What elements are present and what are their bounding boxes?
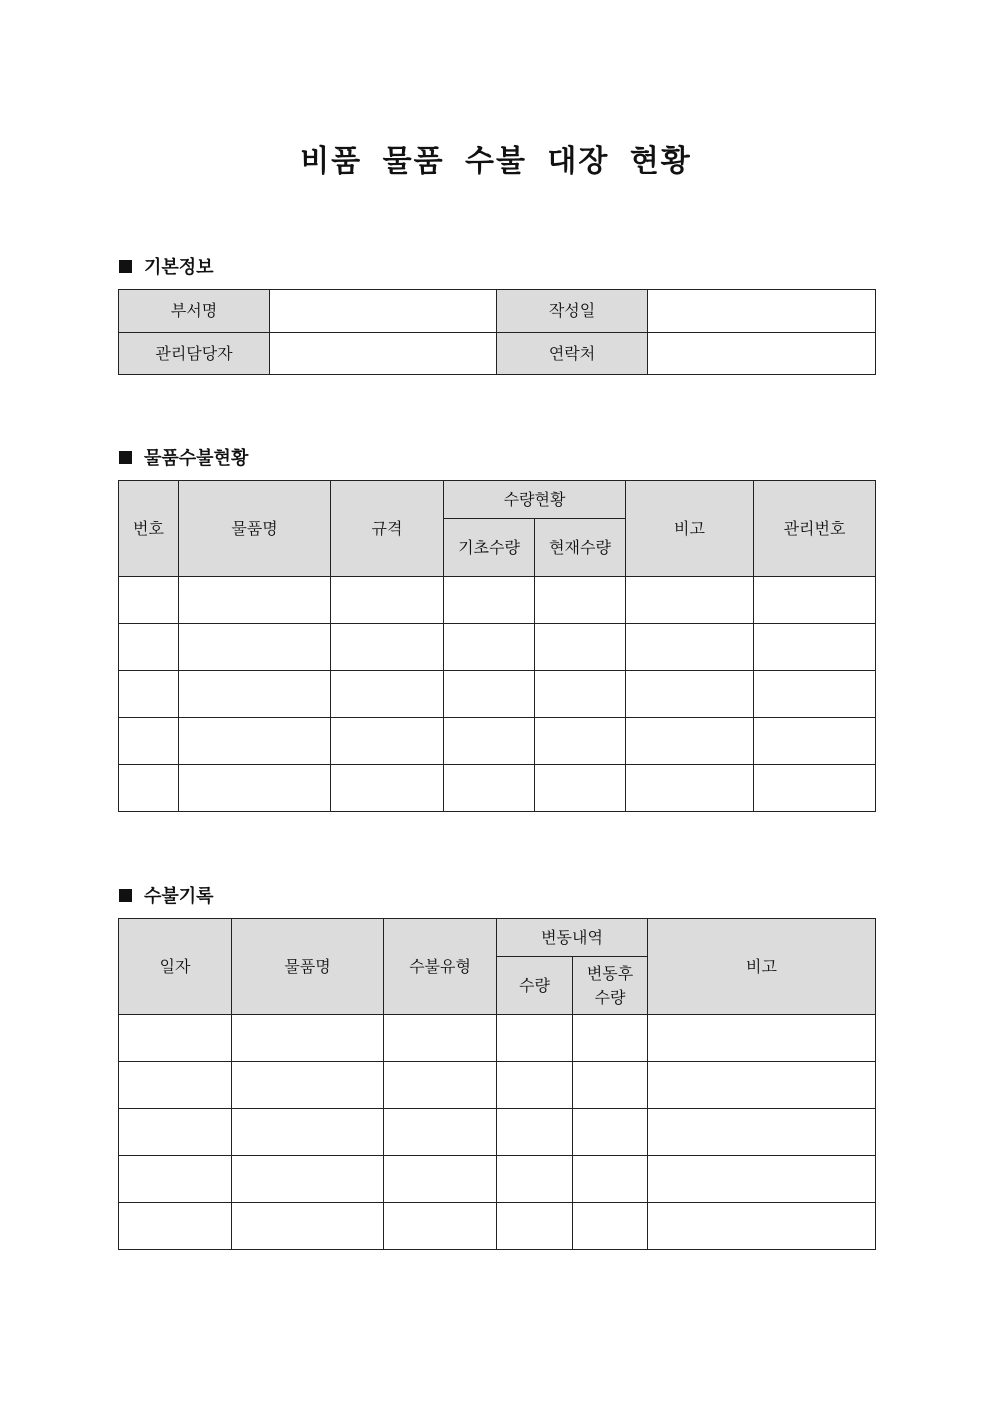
- records-table-row: [119, 1156, 876, 1203]
- records-table: [118, 918, 876, 1250]
- status-table-cell[interactable]: [626, 577, 754, 624]
- status-table-cell[interactable]: [535, 718, 626, 765]
- records-table-cell[interactable]: [648, 1015, 876, 1062]
- header-note: 비고: [626, 481, 754, 577]
- square-bullet-icon: [119, 260, 132, 273]
- records-table-cell[interactable]: [497, 1062, 573, 1109]
- records-table-cell[interactable]: [497, 1109, 573, 1156]
- records-table-cell[interactable]: [119, 1015, 232, 1062]
- status-table-cell[interactable]: [331, 671, 444, 718]
- records-table-cell[interactable]: [573, 1156, 648, 1203]
- status-table-row: [119, 765, 876, 812]
- status-table-cell[interactable]: [754, 765, 876, 812]
- records-table-row: [119, 1015, 876, 1062]
- records-table-cell[interactable]: [119, 1062, 232, 1109]
- header-base-qty: 기초수량: [444, 519, 535, 577]
- status-table-cell[interactable]: [754, 577, 876, 624]
- section-heading-records-label: 수불기록: [144, 886, 214, 907]
- status-table-cell[interactable]: [179, 718, 331, 765]
- header-no: 번호: [119, 481, 179, 577]
- status-table-cell[interactable]: [331, 765, 444, 812]
- status-table-row: [119, 624, 876, 671]
- section-heading-records: [119, 882, 214, 908]
- status-table-row: [119, 577, 876, 624]
- records-table-cell[interactable]: [232, 1015, 384, 1062]
- records-table-row: [119, 1062, 876, 1109]
- square-bullet-icon: [119, 451, 132, 464]
- header-item-name: 물품명: [232, 919, 384, 1015]
- records-table-cell[interactable]: [573, 1062, 648, 1109]
- records-table-cell[interactable]: [573, 1203, 648, 1250]
- header-after-qty: 변동후 수량: [573, 957, 648, 1015]
- status-table-cell[interactable]: [626, 671, 754, 718]
- status-table-cell[interactable]: [444, 624, 535, 671]
- status-table-row: [119, 718, 876, 765]
- section-heading-basic-label: 기본정보: [144, 257, 214, 278]
- status-table-cell[interactable]: [119, 765, 179, 812]
- manager-field[interactable]: [270, 333, 497, 375]
- status-table-cell[interactable]: [119, 671, 179, 718]
- status-table-cell[interactable]: [444, 718, 535, 765]
- status-table-cell[interactable]: [626, 624, 754, 671]
- date-written-label: 작성일: [497, 290, 648, 333]
- records-table-cell[interactable]: [232, 1156, 384, 1203]
- records-table-cell[interactable]: [384, 1109, 497, 1156]
- records-table-cell[interactable]: [384, 1015, 497, 1062]
- status-table-cell[interactable]: [179, 765, 331, 812]
- records-table-cell[interactable]: [119, 1109, 232, 1156]
- status-table-cell[interactable]: [535, 671, 626, 718]
- status-table-cell[interactable]: [444, 765, 535, 812]
- status-table-cell[interactable]: [535, 577, 626, 624]
- records-table-cell[interactable]: [497, 1203, 573, 1250]
- status-table-cell[interactable]: [179, 577, 331, 624]
- status-table-cell[interactable]: [535, 765, 626, 812]
- records-table-cell[interactable]: [232, 1062, 384, 1109]
- status-table-cell[interactable]: [754, 624, 876, 671]
- records-table-cell[interactable]: [648, 1109, 876, 1156]
- section-heading-status-label: 물품수불현황: [144, 448, 249, 469]
- manager-label: 관리담당자: [119, 333, 270, 375]
- status-table-cell[interactable]: [119, 624, 179, 671]
- section-heading-basic: [119, 253, 214, 279]
- status-table-cell[interactable]: [626, 718, 754, 765]
- status-table-cell[interactable]: [331, 624, 444, 671]
- records-table-cell[interactable]: [384, 1062, 497, 1109]
- header-type: 수불유형: [384, 919, 497, 1015]
- status-table-cell[interactable]: [119, 718, 179, 765]
- contact-field[interactable]: [648, 333, 876, 375]
- status-table-cell[interactable]: [331, 718, 444, 765]
- header-current-qty: 현재수량: [535, 519, 626, 577]
- status-table-cell[interactable]: [179, 624, 331, 671]
- contact-label: 연락처: [497, 333, 648, 375]
- status-table-cell[interactable]: [179, 671, 331, 718]
- department-label: 부서명: [119, 290, 270, 333]
- records-table-cell[interactable]: [573, 1015, 648, 1062]
- header-date: 일자: [119, 919, 232, 1015]
- item-status-table: [118, 480, 876, 812]
- status-table-cell[interactable]: [444, 671, 535, 718]
- header-change-details: 변동내역: [497, 919, 648, 957]
- header-mgmt-no: 관리번호: [754, 481, 876, 577]
- header-qty-status: 수량현황: [444, 481, 626, 519]
- records-table-cell[interactable]: [497, 1156, 573, 1203]
- square-bullet-icon: [119, 889, 132, 902]
- records-table-cell[interactable]: [648, 1062, 876, 1109]
- header-qty: 수량: [497, 957, 573, 1015]
- records-table-cell[interactable]: [232, 1203, 384, 1250]
- records-table-cell[interactable]: [232, 1109, 384, 1156]
- header-note: 비고: [648, 919, 876, 1015]
- records-table-cell[interactable]: [573, 1109, 648, 1156]
- status-table-cell[interactable]: [331, 577, 444, 624]
- date-written-field[interactable]: [648, 290, 876, 333]
- records-table-cell[interactable]: [119, 1203, 232, 1250]
- status-table-cell[interactable]: [626, 765, 754, 812]
- header-item-name: 물품명: [179, 481, 331, 577]
- basic-info-table: [118, 289, 876, 375]
- status-table-cell[interactable]: [119, 577, 179, 624]
- records-table-cell[interactable]: [648, 1203, 876, 1250]
- records-table-cell[interactable]: [384, 1203, 497, 1250]
- status-table-cell[interactable]: [444, 577, 535, 624]
- status-table-cell[interactable]: [535, 624, 626, 671]
- status-table-cell[interactable]: [754, 718, 876, 765]
- status-table-row: [119, 671, 876, 718]
- records-table-cell[interactable]: [119, 1156, 232, 1203]
- records-table-cell[interactable]: [384, 1156, 497, 1203]
- records-table-cell[interactable]: [648, 1156, 876, 1203]
- section-heading-status: [119, 444, 248, 470]
- department-field[interactable]: [270, 290, 497, 333]
- records-table-row: [119, 1109, 876, 1156]
- page-title: 비품 물품 수불 대장 현황: [300, 144, 692, 179]
- header-spec: 규격: [331, 481, 444, 577]
- records-table-cell[interactable]: [497, 1015, 573, 1062]
- records-table-row: [119, 1203, 876, 1250]
- status-table-cell[interactable]: [754, 671, 876, 718]
